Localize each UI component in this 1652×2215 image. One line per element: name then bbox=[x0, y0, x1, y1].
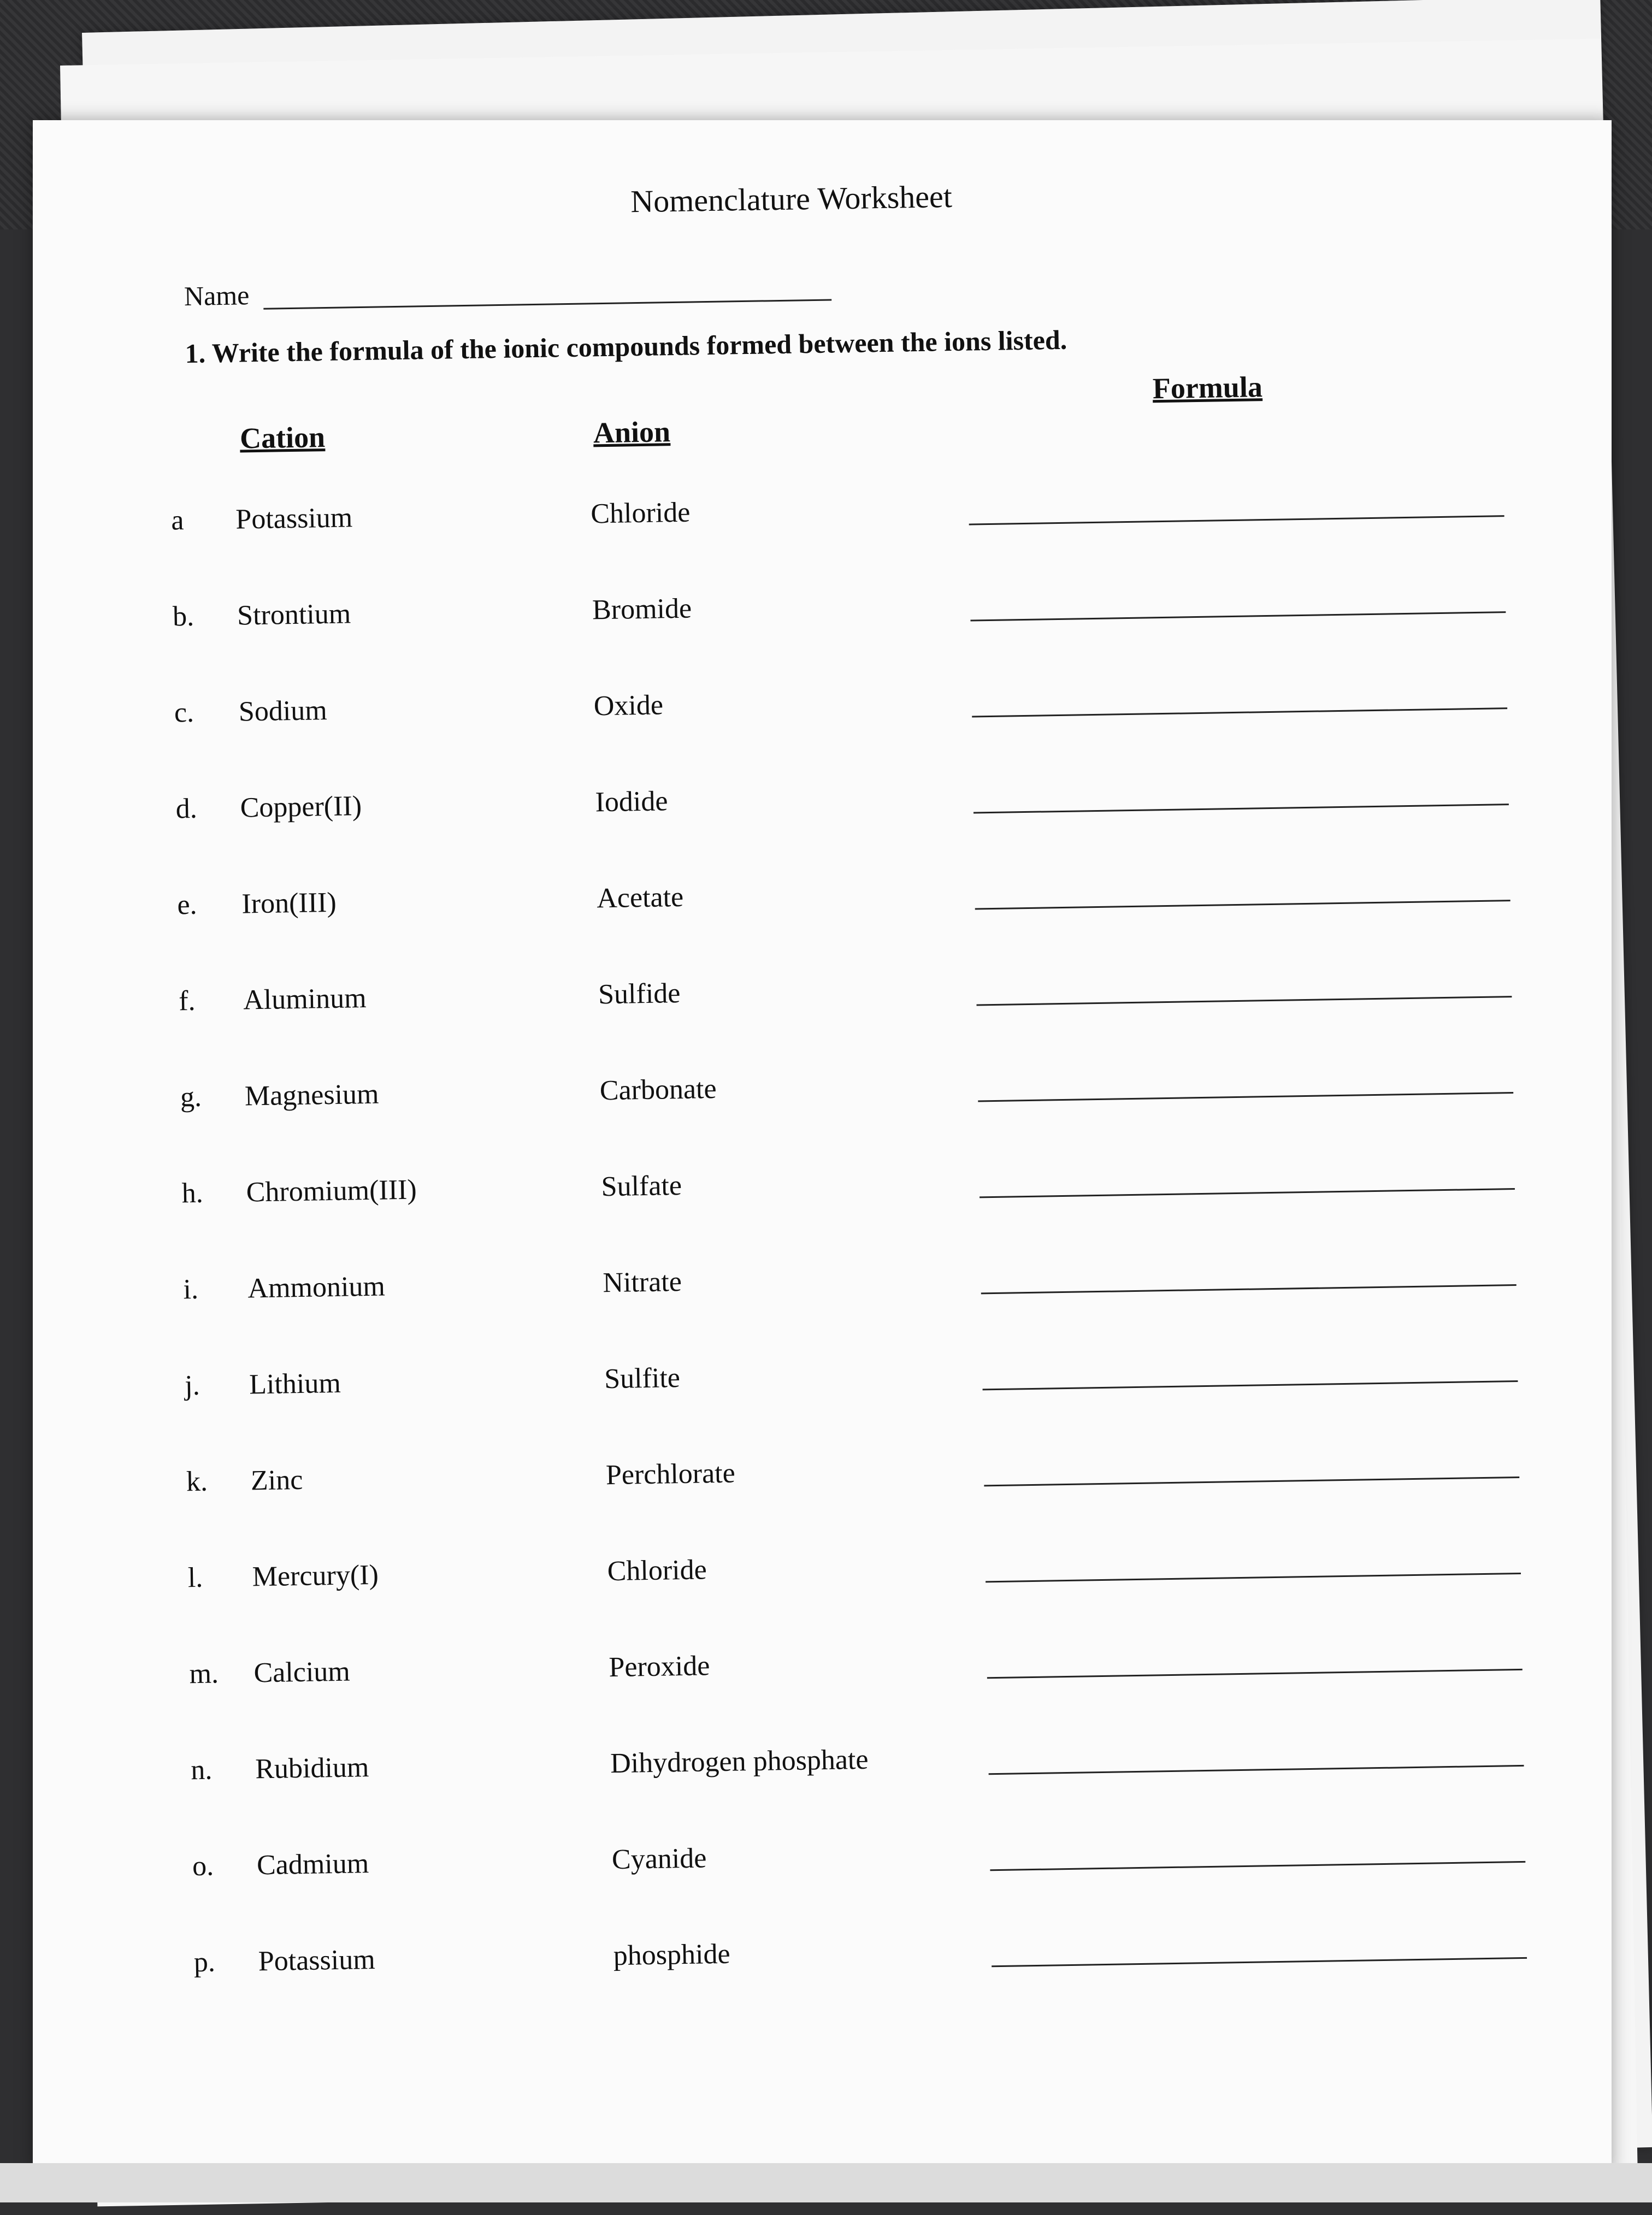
list-item bbox=[13, 1923, 1652, 2004]
cation-name: Chromium(III) bbox=[246, 1174, 417, 1208]
formula-answer-field[interactable] bbox=[989, 1765, 1524, 1775]
anion-name: Perchlorate bbox=[605, 1457, 736, 1491]
cation-name: Rubidium bbox=[255, 1752, 369, 1785]
formula-answer-field[interactable] bbox=[984, 1476, 1519, 1486]
formula-answer-field[interactable] bbox=[976, 996, 1512, 1006]
item-letter: k. bbox=[186, 1466, 208, 1498]
list-item bbox=[0, 481, 1643, 562]
item-letter: d. bbox=[175, 793, 198, 825]
item-letter: p. bbox=[193, 1946, 216, 1978]
cation-name: Lithium bbox=[249, 1367, 341, 1401]
anion-header: Anion bbox=[593, 415, 671, 450]
anion-name: phosphide bbox=[613, 1938, 730, 1972]
list-item bbox=[7, 1539, 1652, 1619]
item-letter: b. bbox=[172, 600, 194, 633]
item-letter: g. bbox=[180, 1081, 202, 1113]
list-item bbox=[0, 1058, 1652, 1138]
cation-header: Cation bbox=[239, 421, 326, 455]
item-letter: i. bbox=[183, 1273, 199, 1306]
item-letter: m. bbox=[189, 1658, 219, 1690]
item-letter: j. bbox=[184, 1369, 200, 1402]
list-item bbox=[0, 770, 1648, 850]
formula-answer-field[interactable] bbox=[990, 1861, 1525, 1871]
item-letter: a bbox=[170, 505, 184, 536]
formula-answer-field[interactable] bbox=[983, 1380, 1518, 1390]
anion-name: Oxide bbox=[593, 689, 664, 722]
cation-name: Potassium bbox=[258, 1944, 376, 1977]
question-text: 1. Write the formula of the ionic compounds formed between the ions listed. bbox=[185, 324, 1067, 369]
anion-name: Iodide bbox=[595, 785, 668, 818]
anion-name: Sulfide bbox=[598, 977, 681, 1011]
cation-name: Zinc bbox=[250, 1464, 303, 1497]
formula-answer-field[interactable] bbox=[970, 611, 1506, 621]
list-item bbox=[12, 1827, 1652, 1907]
item-letter: l. bbox=[187, 1562, 203, 1594]
anion-name: Carbonate bbox=[599, 1073, 717, 1107]
list-item bbox=[0, 674, 1647, 754]
anion-name: Chloride bbox=[590, 497, 691, 530]
cation-name: Strontium bbox=[237, 598, 351, 631]
formula-answer-field[interactable] bbox=[987, 1669, 1523, 1679]
cation-name: Sodium bbox=[238, 695, 328, 728]
list-item bbox=[4, 1346, 1652, 1427]
cation-name: Mercury(I) bbox=[252, 1559, 379, 1593]
formula-answer-field[interactable] bbox=[975, 900, 1511, 909]
cation-name: Cadmium bbox=[256, 1848, 369, 1881]
item-letter: n. bbox=[190, 1754, 213, 1786]
item-letter: o. bbox=[192, 1850, 214, 1882]
formula-header: Formula bbox=[1152, 370, 1263, 405]
anion-name: Peroxide bbox=[609, 1650, 710, 1684]
formula-answer-field[interactable] bbox=[986, 1573, 1521, 1582]
formula-answer-field[interactable] bbox=[981, 1284, 1517, 1294]
cation-name: Magnesium bbox=[244, 1078, 379, 1112]
list-item bbox=[3, 1250, 1652, 1331]
anion-name: Nitrate bbox=[602, 1266, 682, 1299]
list-item bbox=[1, 1154, 1652, 1235]
list-item bbox=[9, 1635, 1652, 1715]
anion-name: Chloride bbox=[607, 1554, 707, 1587]
worksheet-title: Nomenclature Worksheet bbox=[630, 178, 953, 220]
formula-answer-field[interactable] bbox=[980, 1188, 1515, 1198]
item-letter: c. bbox=[174, 696, 194, 729]
cation-name: Calcium bbox=[253, 1656, 351, 1689]
list-item bbox=[0, 866, 1649, 946]
formula-answer-field[interactable] bbox=[974, 804, 1509, 813]
item-letter: h. bbox=[181, 1177, 204, 1209]
name-label: Name bbox=[184, 280, 250, 312]
formula-answer-field[interactable] bbox=[972, 707, 1507, 717]
anion-name: Bromide bbox=[592, 593, 692, 626]
formula-answer-field[interactable] bbox=[978, 1092, 1513, 1102]
anion-name: Sulfate bbox=[601, 1169, 682, 1203]
cation-name: Copper(II) bbox=[240, 790, 362, 824]
list-item bbox=[6, 1443, 1652, 1523]
formula-answer-field[interactable] bbox=[969, 515, 1504, 525]
anion-name: Sulfite bbox=[604, 1362, 681, 1395]
list-item bbox=[10, 1731, 1652, 1811]
anion-name: Dihydrogen phosphate bbox=[610, 1744, 869, 1780]
cation-name: Iron(III) bbox=[241, 887, 337, 920]
list-item bbox=[0, 962, 1651, 1042]
formula-answer-field[interactable] bbox=[992, 1957, 1527, 1967]
cation-name: Potassium bbox=[235, 502, 353, 535]
cation-name: Aluminum bbox=[243, 983, 367, 1016]
list-item bbox=[0, 577, 1645, 658]
name-field[interactable] bbox=[263, 299, 831, 309]
cation-name: Ammonium bbox=[247, 1271, 386, 1304]
item-letter: e. bbox=[177, 889, 198, 921]
item-letter: f. bbox=[178, 985, 196, 1017]
anion-name: Acetate bbox=[596, 881, 684, 914]
anion-name: Cyanide bbox=[611, 1842, 707, 1876]
